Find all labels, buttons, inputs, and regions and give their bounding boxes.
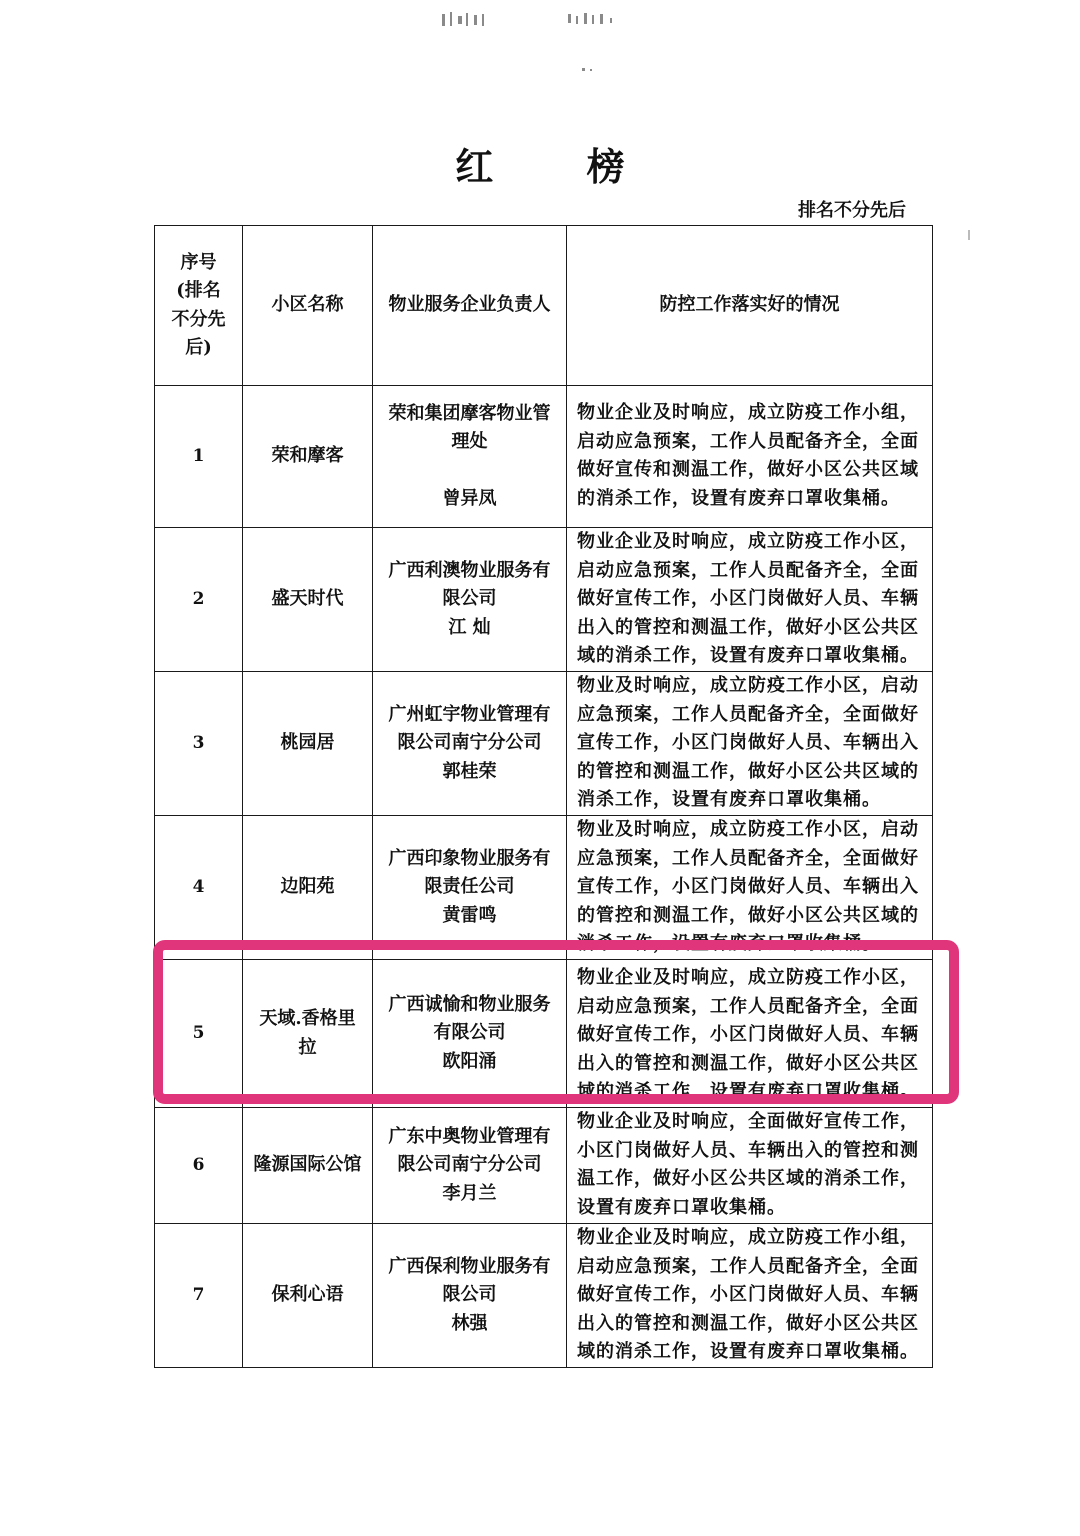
row-company: 荣和集团摩客物业管理处	[388, 402, 551, 453]
row-person: 欧阳涌	[442, 1050, 497, 1072]
row-company: 广东中奥物业管理有限公司南宁分公司	[388, 1125, 551, 1176]
row-situation: 物业企业及时响应，成立防疫工作小区，启动应急预案，工作人员配备齐全，全面做好宣传工作，小区门岗做好人员、车辆出入的管控和测温工作，做好小区公共区域的消杀工作，设置有废弃口罩收集桶。	[567, 528, 933, 672]
highlight-frame-row-5	[153, 940, 959, 1104]
row-seq: 6	[155, 1108, 243, 1224]
row-community: 盛天时代	[243, 528, 373, 672]
row-situation: 物业及时响应，成立防疫工作小区，启动应急预案，工作人员配备齐全，全面做好宣传工作，小区门岗做好人员、车辆出入的管控和测温工作，做好小区公共区域的消杀工作，设置有废弃口罩收集桶。	[567, 816, 933, 960]
scan-edge-mark	[968, 230, 970, 240]
header-manager: 物业服务企业负责人	[373, 226, 567, 386]
row-community: 天域.香格里拉	[243, 960, 373, 1108]
header-community: 小区名称	[243, 226, 373, 386]
table-row	[155, 528, 933, 672]
table-row	[155, 672, 933, 816]
row-person: 李月兰	[442, 1182, 497, 1204]
row-manager	[373, 528, 567, 672]
row-person: 林强	[451, 1312, 488, 1334]
table-row	[155, 386, 933, 528]
row-community: 边阳苑	[243, 816, 373, 960]
row-person: 黄雷鸣	[442, 904, 497, 926]
table-row	[155, 1108, 933, 1224]
row-seq: 7	[155, 1224, 243, 1368]
row-manager	[373, 1108, 567, 1224]
row-manager	[373, 816, 567, 960]
scan-noise-marks	[430, 6, 650, 76]
row-situation: 物业及时响应，成立防疫工作小区，启动应急预案，工作人员配备齐全，全面做好宣传工作，小区门岗做好人员、车辆出入的管控和测温工作，做好小区公共区域的消杀工作，设置有废弃口罩收集桶。	[567, 672, 933, 816]
row-community: 保利心语	[243, 1224, 373, 1368]
row-seq: 1	[155, 386, 243, 528]
row-community: 荣和摩客	[243, 386, 373, 528]
row-person: 曾异凤	[442, 487, 497, 509]
row-community: 隆源国际公馆	[243, 1108, 373, 1224]
row-company: 广西保利物业服务有限公司	[388, 1255, 551, 1306]
row-situation: 物业企业及时响应，全面做好宣传工作，小区门岗做好人员、车辆出入的管控和测温工作，做好小区公共区域的消杀工作，设置有废弃口罩收集桶。	[567, 1108, 933, 1224]
row-person: 江 灿	[448, 616, 491, 638]
header-seq: 序号(排名不分先后)	[155, 226, 243, 386]
row-seq: 5	[155, 960, 243, 1108]
page-title: 红 榜	[455, 144, 665, 189]
table-header-row	[155, 226, 933, 386]
table-row	[155, 816, 933, 960]
row-situation: 物业企业及时响应，成立防疫工作小区，启动应急预案，工作人员配备齐全，全面做好宣传工作，小区门岗做好人员、车辆出入的管控和测温工作，做好小区公共区域的消杀工作，设置有废弃口罩收集桶。	[567, 960, 933, 1108]
row-situation: 物业企业及时响应，成立防疫工作小组，启动应急预案，工作人员配备齐全，全面做好宣传工作，小区门岗做好人员、车辆出入的管控和测温工作，做好小区公共区域的消杀工作，设置有废弃口罩收集桶。	[567, 1224, 933, 1368]
ranking-note: 排名不分先后	[798, 200, 906, 221]
row-seq: 2	[155, 528, 243, 672]
row-person: 郭桂荣	[442, 760, 497, 782]
row-manager	[373, 1224, 567, 1368]
row-manager	[373, 672, 567, 816]
row-company: 广西印象物业服务有限责任公司	[388, 847, 551, 898]
header-situation: 防控工作落实好的情况	[567, 226, 933, 386]
row-seq: 3	[155, 672, 243, 816]
table-row	[155, 1224, 933, 1368]
row-company: 广西利澳物业服务有限公司	[388, 559, 551, 610]
row-community: 桃园居	[243, 672, 373, 816]
honor-list-table	[154, 225, 932, 1368]
row-situation: 物业企业及时响应，成立防疫工作小组，启动应急预案，工作人员配备齐全，全面做好宣传和测温工作，做好小区公共区域的消杀工作，设置有废弃口罩收集桶。	[567, 386, 933, 528]
row-company: 广州虹宇物业管理有限公司南宁分公司	[388, 703, 551, 754]
row-seq: 4	[155, 816, 243, 960]
row-manager	[373, 386, 567, 528]
row-company: 广西诚愉和物业服务有限公司	[388, 993, 551, 1044]
